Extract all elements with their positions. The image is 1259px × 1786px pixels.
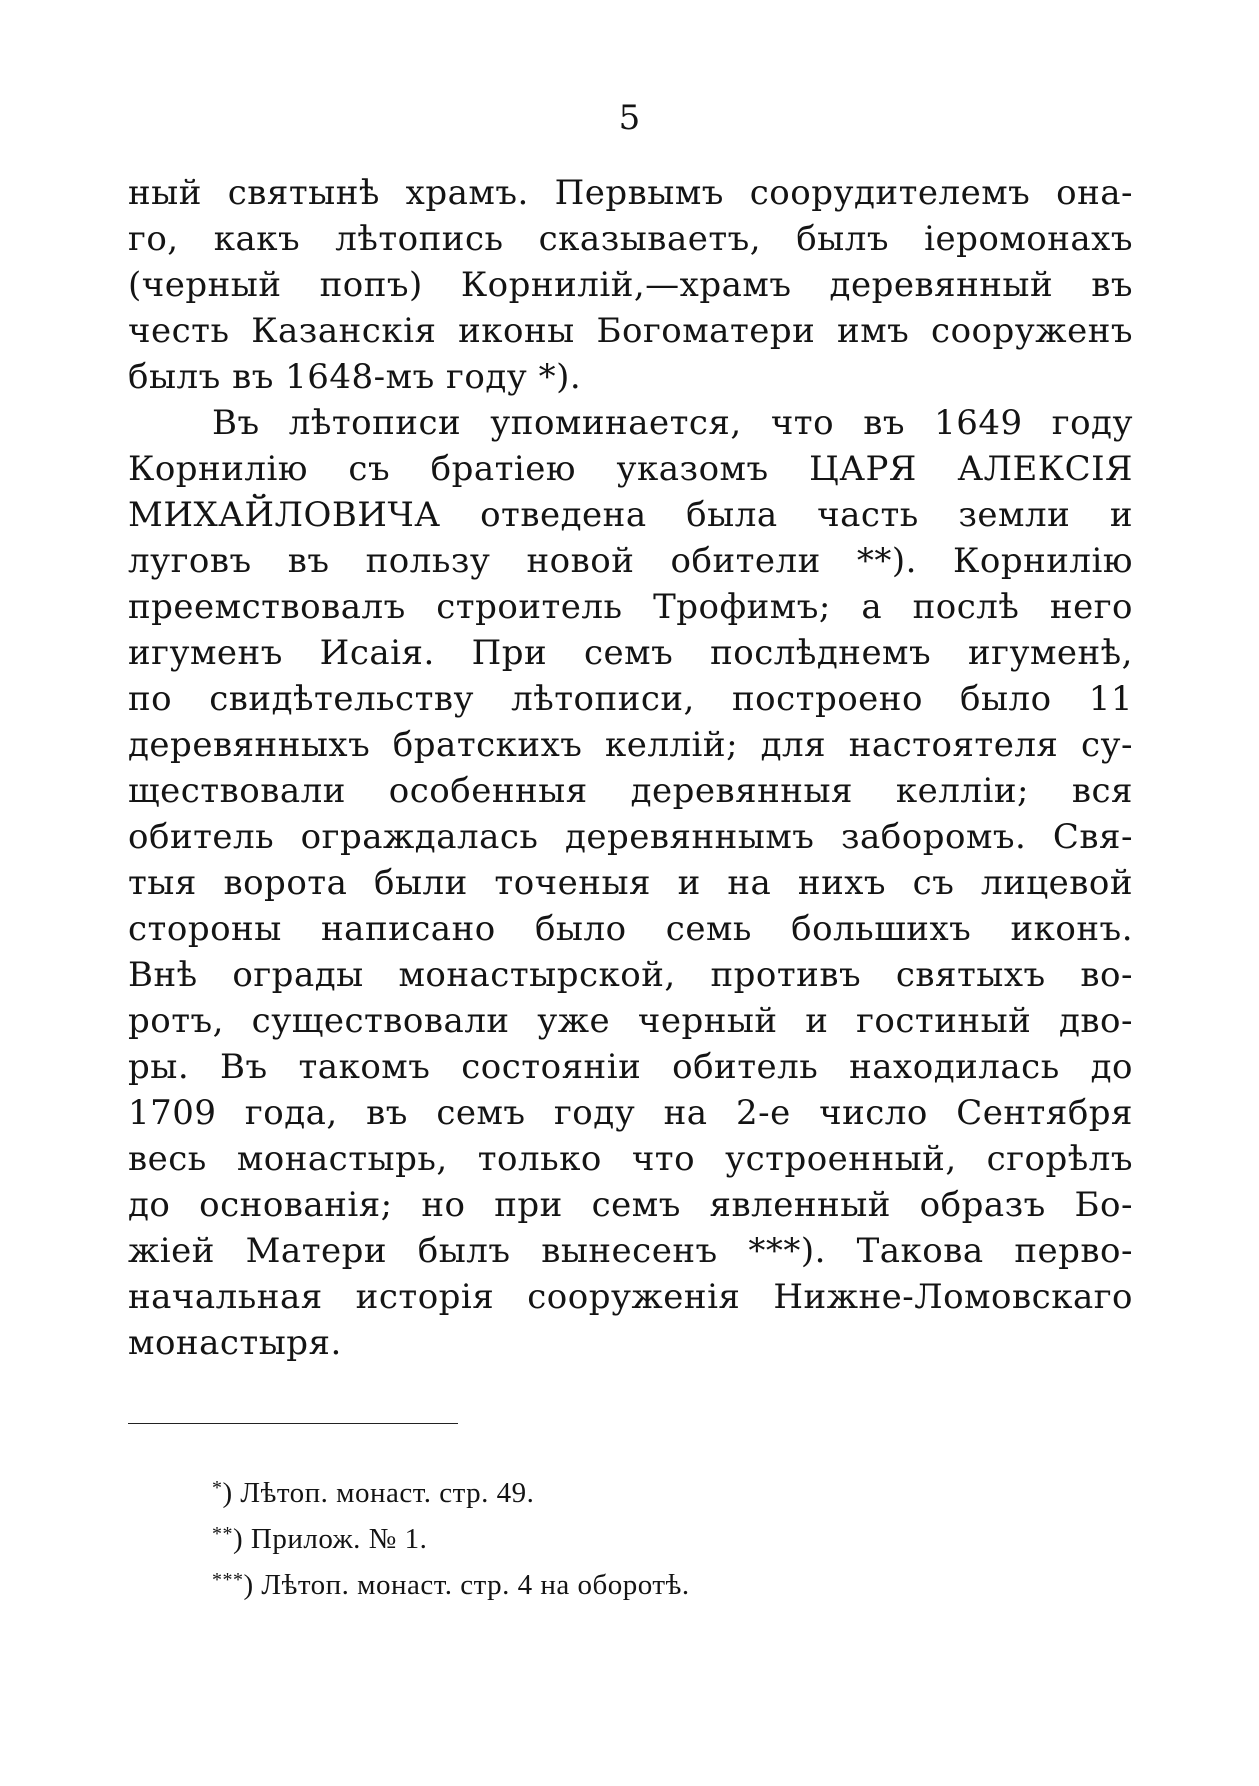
text-line: го, какъ лѣтопись сказываетъ, былъ іеромонахъ: [128, 219, 1133, 259]
text-line: ный святынѣ храмъ. Первымъ соорудителемъ она-: [128, 173, 1133, 213]
text-line: честь Казанскія иконы Богоматери имъ сооруженъ: [128, 311, 1133, 351]
footnote-mark: ***: [212, 1569, 244, 1591]
footnote-item: [212, 1511, 1112, 1557]
text-line: тыя ворота были точеныя и на нихъ съ лицевой: [128, 863, 1133, 903]
text-line: (черный попъ) Корнилій,—храмъ деревянный въ: [128, 265, 1133, 305]
footnote-text: ) Прилож. № 1.: [233, 1523, 428, 1555]
text-line: Корнилію съ братіею указомъ ЦАРЯ АЛЕКСІЯ: [128, 449, 1133, 489]
text-line: начальная исторія сооруженія Нижне-Ломовскаго: [128, 1277, 1133, 1317]
text-line: деревянныхъ братскихъ келлій; для настоятеля су-: [128, 725, 1133, 765]
text-line: жіей Матери былъ вынесенъ ***). Такова перво-: [128, 1231, 1133, 1271]
footnote-mark: *: [212, 1477, 223, 1499]
footnote-divider: [128, 1423, 458, 1424]
text-line: луговъ въ пользу новой обители **). Корнилію: [128, 541, 1133, 581]
footnote-text: ) Лѣтоп. монаст. стр. 4 на оборотѣ.: [243, 1569, 690, 1601]
text-line: стороны написано было семь большихъ иконъ.: [128, 909, 1133, 949]
text-line: ры. Въ такомъ состояніи обитель находилась до: [128, 1047, 1133, 1087]
text-line: преемствовалъ строитель Трофимъ; а послѣ него: [128, 587, 1133, 627]
text-line: ротъ, существовали уже черный и гостиный дво-: [128, 1001, 1133, 1041]
text-line: ществовали особенныя деревянныя келліи; вся: [128, 771, 1133, 811]
text-line: до основанія; но при семъ явленный образъ Бо-: [128, 1185, 1133, 1225]
text-line: по свидѣтельству лѣтописи, построено было 11: [128, 679, 1133, 719]
text-line: Въ лѣтописи упоминается, что въ 1649 году: [212, 403, 1133, 443]
body-text: [128, 170, 1133, 1366]
footnote-item: [212, 1465, 1112, 1511]
text-line: МИХАЙЛОВИЧА отведена была часть земли и: [128, 495, 1133, 535]
footnotes: [212, 1465, 1112, 1603]
text-line: игуменъ Исаія. При семъ послѣднемъ игуменѣ,: [128, 633, 1133, 673]
text-line: обитель ограждалась деревяннымъ заборомъ. Свя-: [128, 817, 1133, 857]
page-number: 5: [618, 98, 641, 138]
text-line: былъ въ 1648-мъ году *).: [128, 357, 582, 397]
text-line: монастыря.: [128, 1323, 342, 1363]
footnote-text: ) Лѣтоп. монаст. стр. 49.: [222, 1477, 535, 1509]
text-line: 1709 года, въ семъ году на 2-е число Сентября: [128, 1093, 1133, 1133]
footnote-mark: **: [212, 1523, 233, 1545]
text-line: весь монастырь, только что устроенный, сгорѣлъ: [128, 1139, 1133, 1179]
text-line: Внѣ ограды монастырской, противъ святыхъ во-: [128, 955, 1133, 995]
footnote-item: [212, 1557, 1112, 1603]
